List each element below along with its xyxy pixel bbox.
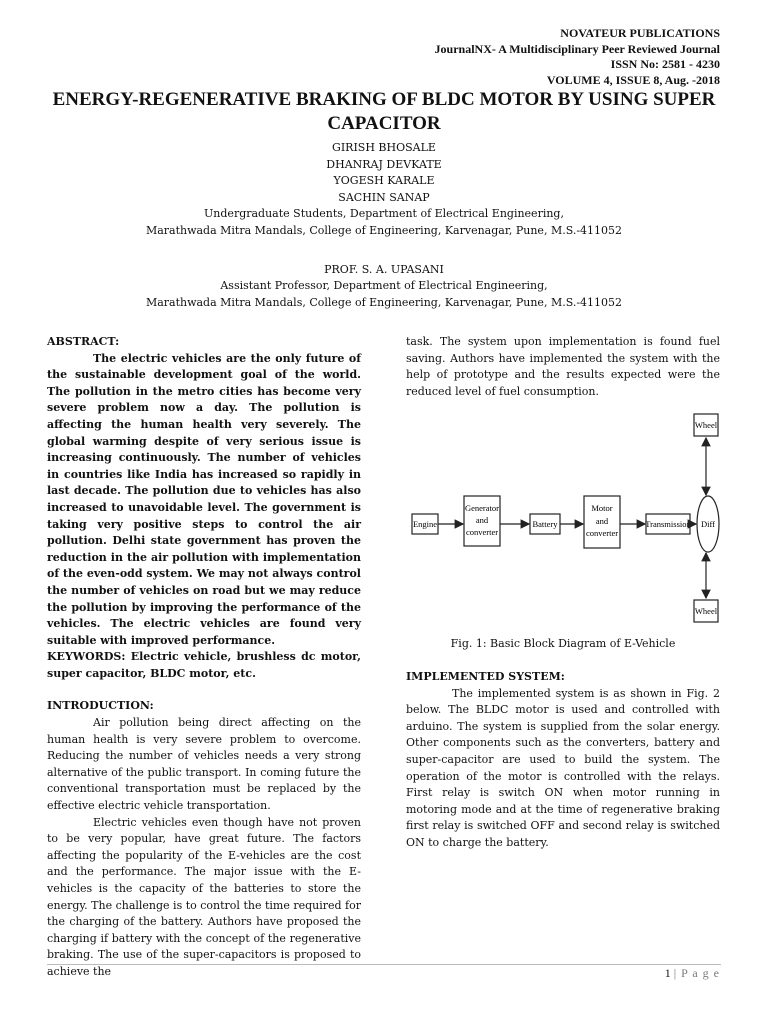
author-name: DHANRAJ DEVKATE (326, 157, 442, 171)
author-block (0, 140, 768, 311)
author-name: SACHIN SANAP (338, 190, 430, 204)
author-name: GIRISH BHOSALE (332, 141, 436, 154)
wheel-top-label: Wheel (694, 420, 718, 431)
transmission-label: Transmission (645, 519, 691, 530)
diff-label: Diff (700, 519, 716, 530)
svg-text:converter: converter (465, 527, 499, 538)
journal-name: JournalNX- A Multidisciplinary Peer Reviewed Journal (434, 41, 720, 56)
journal-header (435, 26, 720, 88)
svg-text:and: and (595, 516, 609, 527)
paragraph: task. The system upon implementation is found fuel saving. Authors have implemented the system with the help of prototype and the results expected were the reduced level of fuel consumption. (406, 335, 720, 398)
abstract-heading: ABSTRACT: (47, 335, 120, 348)
author-name: YOGESH KARALE (333, 174, 435, 188)
affiliation: Marathwada Mitra Mandals, College of Engineering, Karvenagar, Pune, M.S.-411052 (145, 295, 623, 309)
abstract-text: The electric vehicles are the only future of the sustainable development goal of the world. The pollution in the metro cities has become very severe problem now a day. The pollution is affecting the human health very severely. The global warming despite of very serious issue is increasing continuously. The number of vehicles in countries like India has increased so rapidly in last decade. The pollution due to vehicles has also increased to unavoidable level. The government is taking very positive steps to control the air pollution. Delhi state government has proven the reduction in the air pollution with implementation of the even-odd system. We may not always control the number of vehicles on road but we may reduce the pollution by improving the performance of the vehicles. The electric vehicles are found very suitable with improved performance. (47, 351, 361, 647)
professor-name: PROF. S. A. UPASANI (324, 262, 444, 276)
footer-divider (47, 964, 721, 965)
svg-text:converter: converter (585, 528, 619, 539)
figure-caption: Fig. 1: Basic Block Diagram of E-Vehicle (450, 637, 676, 651)
implemented-system-text: The implemented system is as shown in Fig. 2 below. The BLDC motor is used and controlled with arduino. The system is supplied from the solar energy. Other components such as the converters, battery and super-capacitor are used to build the system. The operation of the motor is controlled with the relays. First relay is switch ON when motor running in motoring mode and at the time of regenerative braking first relay is switched OFF and second relay is switched ON to charge the battery. (406, 686, 720, 849)
introduction-paragraph: Electric vehicles even though have not proven to be very popular, have great future. The factors affecting the popularity of the E-vehicles are the cost and the performance. The major issue with the E-vehicles is the capacity of the batteries to store the energy. The challenge is to control the time required for the charging of the battery. Authors have proposed the charging if battery with the concept of the regenerative braking. The use of the super-capacitors is proposed to achieve the (47, 815, 361, 978)
affiliation: Undergraduate Students, Department of Electrical Engineering, (204, 207, 564, 221)
wheel-bottom-label: Wheel (694, 606, 718, 617)
svg-text:and: and (475, 515, 489, 526)
implemented-system-heading: IMPLEMENTED SYSTEM: (406, 669, 565, 683)
left-column (47, 334, 361, 981)
introduction-paragraph: Air pollution being direct affecting on the human health is very severe problem to overcome. Reducing the number of vehicles needs a very strong alternative of the public transport. In coming future the conventional transportation must be replaced by the effective electric vehicle transportation. (47, 716, 361, 813)
publisher-name: NOVATEUR PUBLICATIONS (560, 26, 720, 40)
issn: ISSN No: 2581 - 4230 (610, 57, 720, 71)
generator-label: Generator (465, 503, 499, 514)
affiliation: Assistant Professor, Department of Electrical Engineering, (220, 279, 548, 293)
affiliation: Marathwada Mitra Mandals, College of Engineering, Karvenagar, Pune, M.S.-411052 (145, 223, 623, 237)
engine-label: Engine (412, 519, 438, 530)
block-diagram-figure (406, 408, 720, 626)
paper-title: ENERGY-REGENERATIVE BRAKING OF BLDC MOTOR BY USING SUPER CAPACITOR (52, 89, 716, 134)
introduction-heading: INTRODUCTION: (47, 699, 154, 713)
page-number: 1 | P a g e (664, 966, 720, 980)
battery-label: Battery (532, 519, 558, 530)
right-column (406, 334, 720, 852)
volume-issue: VOLUME 4, ISSUE 8, Aug. -2018 (546, 72, 720, 87)
motor-label: Motor (591, 503, 613, 514)
keywords: KEYWORDS: Electric vehicle, brushless dc motor, super capacitor, BLDC motor, etc. (47, 650, 361, 680)
